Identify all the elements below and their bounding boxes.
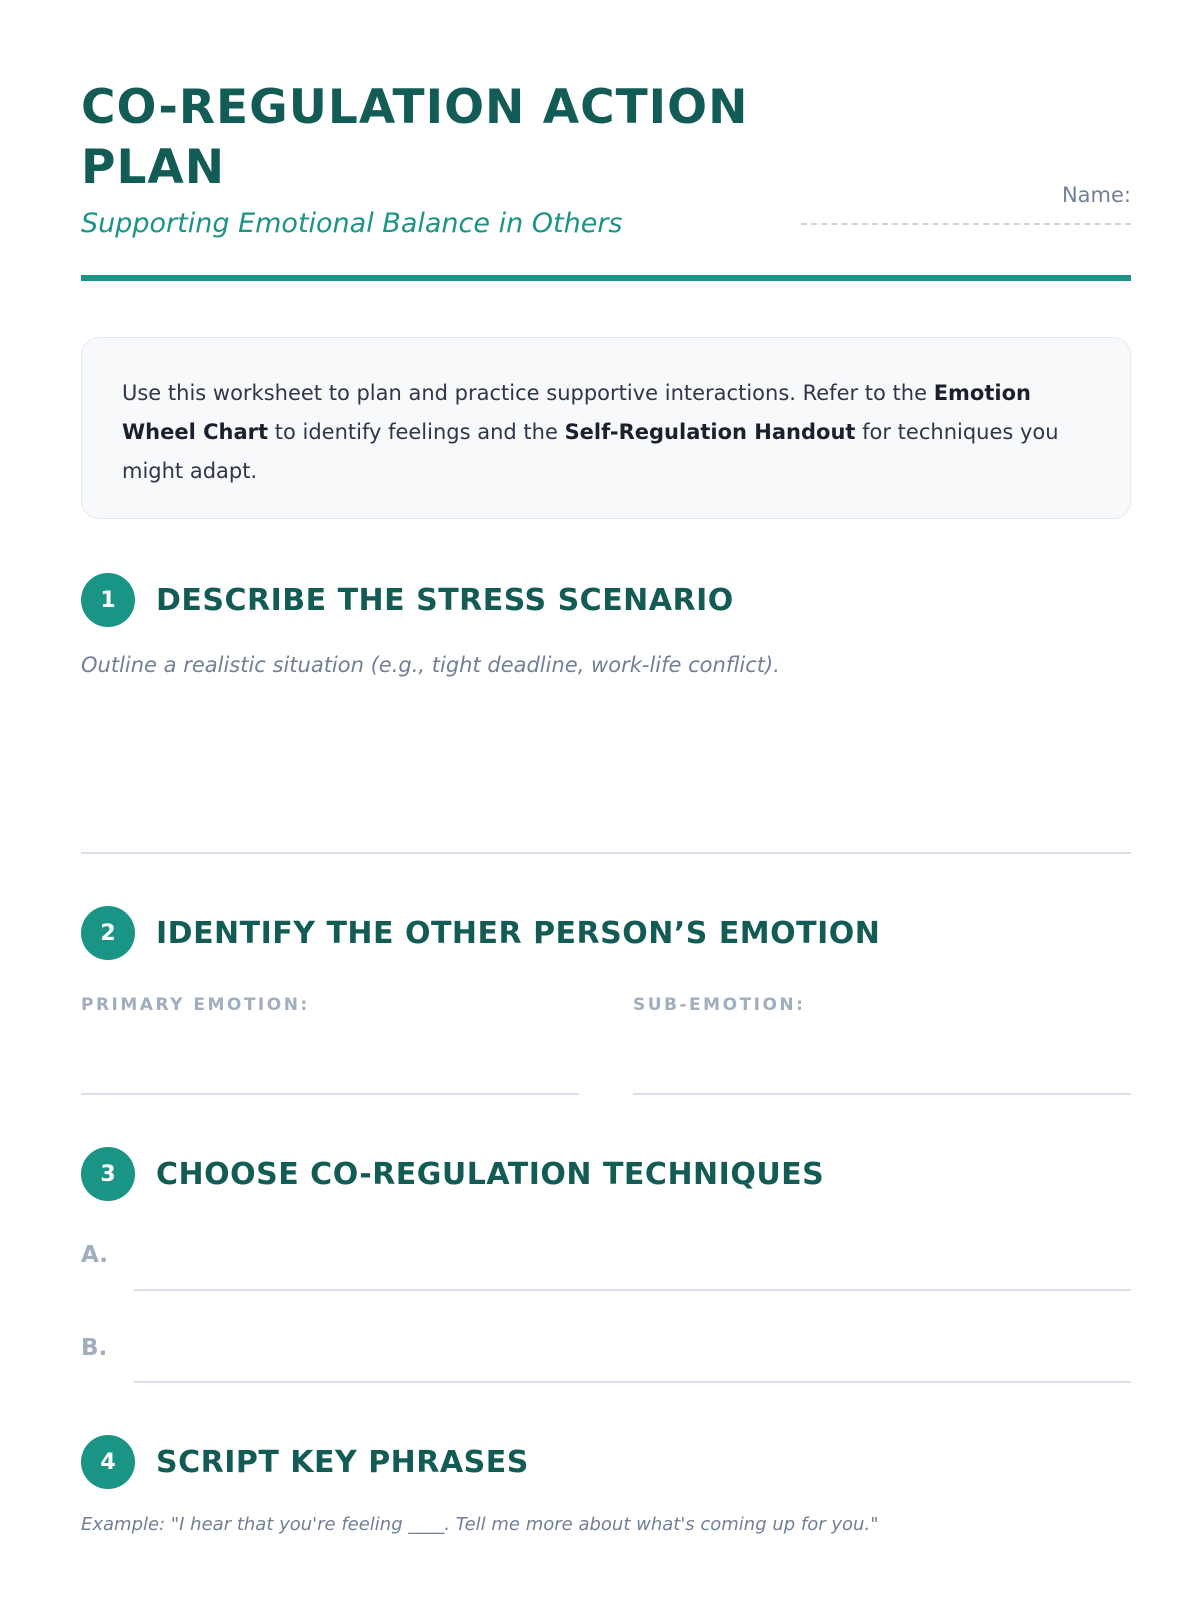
technique-a-label: A. (81, 1242, 108, 1268)
section-title: IDENTIFY THE OTHER PERSON’S EMOTION (156, 915, 881, 951)
primary-emotion-field[interactable] (81, 1093, 579, 1095)
section-1-hint: Outline a realistic situation (e.g., tight deadline, work-life conflict). (81, 653, 780, 677)
name-field[interactable] (801, 223, 1131, 225)
technique-b-field[interactable] (134, 1381, 1131, 1383)
section-number-badge: 1 (81, 573, 135, 627)
section-3-heading (81, 1147, 824, 1201)
scenario-answer-line[interactable] (81, 852, 1131, 854)
intro-text: to identify feelings and the (268, 420, 565, 444)
worksheet-header (81, 0, 1131, 285)
technique-a-field[interactable] (134, 1289, 1131, 1291)
section-number-badge: 2 (81, 906, 135, 960)
sub-emotion-label: SUB-EMOTION: (633, 995, 806, 1015)
intro-text: Use this worksheet to plan and practice supportive interactions. Refer to the (122, 381, 934, 405)
section-number-badge: 3 (81, 1147, 135, 1201)
section-title: DESCRIBE THE STRESS SCENARIO (156, 582, 734, 618)
intro-emphasis: Emotion Wheel Chart (122, 381, 1031, 444)
technique-b-label: B. (81, 1335, 108, 1361)
section-2-heading (81, 906, 880, 960)
section-title: CHOOSE CO-REGULATION TECHNIQUES (156, 1156, 825, 1192)
intro-emphasis: Self-Regulation Handout (564, 420, 856, 444)
header-divider (81, 275, 1131, 281)
intro-text: for techniques you might adapt. (122, 420, 1059, 483)
section-1-heading (81, 573, 734, 627)
name-label: Name: (1061, 183, 1131, 207)
intro-box (81, 337, 1131, 519)
sub-emotion-field[interactable] (633, 1093, 1131, 1095)
script-example: Example: "I hear that you're feeling ____. Tell me more about what's coming up for you." (81, 1514, 879, 1535)
section-4-heading (81, 1435, 529, 1489)
section-number-badge: 4 (81, 1435, 135, 1489)
page-subtitle: Supporting Emotional Balance in Others (81, 208, 623, 239)
primary-emotion-label: PRIMARY EMOTION: (81, 995, 310, 1015)
section-title: SCRIPT KEY PHRASES (156, 1444, 529, 1480)
worksheet-page (81, 0, 1131, 1535)
page-title: CO-REGULATION ACTION PLAN (81, 80, 749, 195)
